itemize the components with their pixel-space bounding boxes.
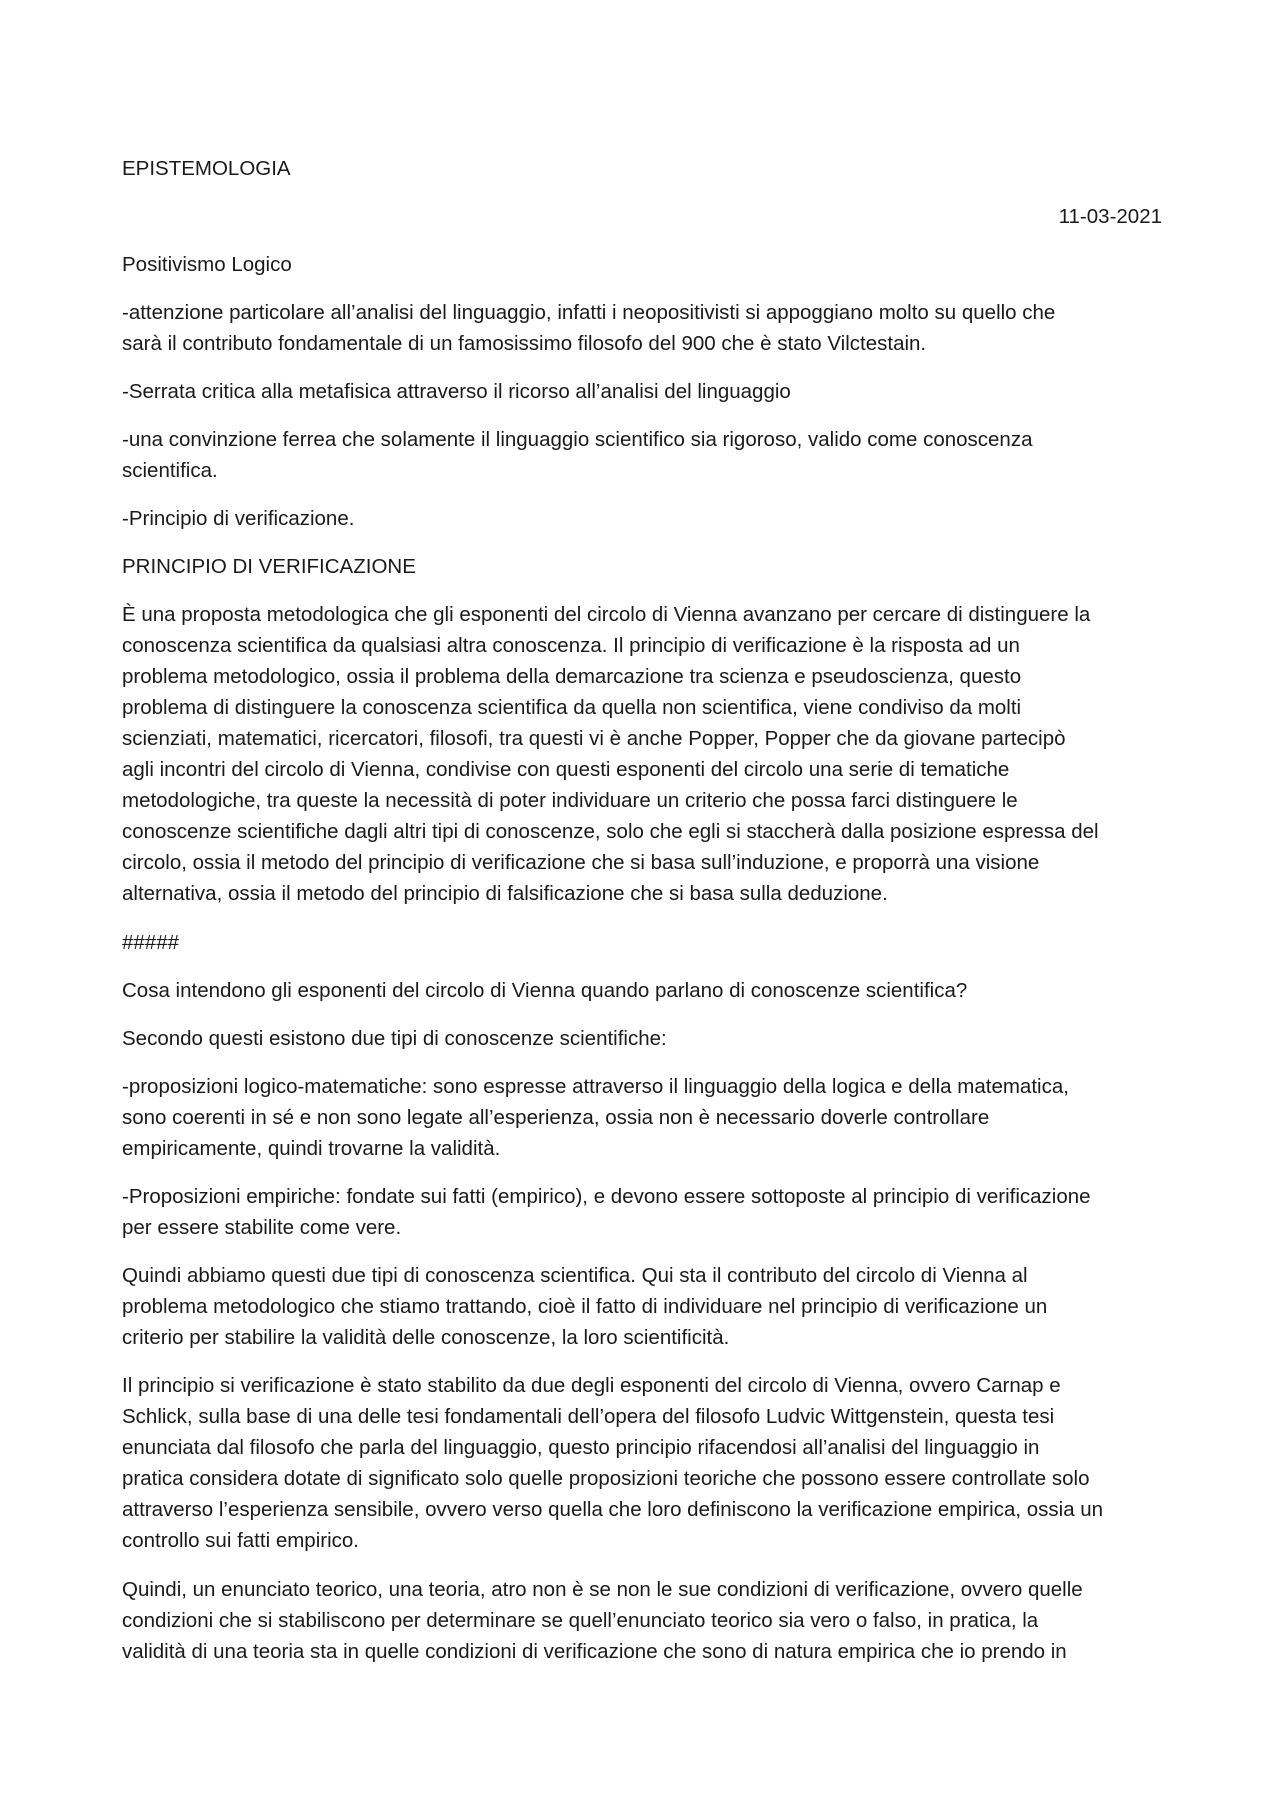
text-line: scientifica. [122, 459, 218, 482]
text-line: metodologiche, tra queste la necessità di poter individuare un criterio che possa farci distinguere le [122, 789, 1018, 812]
text-line: -Serrata critica alla metafisica attraverso il ricorso all’analisi del linguaggio [122, 380, 791, 403]
text-line: È una proposta metodologica che gli esponenti del circolo di Vienna avanzano per cercare di distinguere la [122, 603, 1091, 626]
text-line: sarà il contributo fondamentale di un famosissimo filosofo del 900 che è stato Vilctestain. [122, 332, 927, 355]
text-line: conoscenza scientifica da qualsiasi altra conoscenza. Il principio di verificazione è la risposta ad un [122, 634, 1020, 657]
text-line: conoscenze scientifiche dagli altri tipi di conoscenze, solo che egli si staccherà dalla posizione espressa del [122, 820, 1099, 843]
text-line: Il principio si verificazione è stato stabilito da due degli esponenti del circolo di Vienna, ovvero Carnap e [122, 1374, 1061, 1397]
text-line: scienziati, matematici, ricercatori, filosofi, tra questi vi è anche Popper, Popper che da giovane partecipò [122, 727, 1066, 750]
text-line: problema metodologico, ossia il problema della demarcazione tra scienza e pseudoscienza, questo [122, 665, 1022, 688]
text-line: sono coerenti in sé e non sono legate all’esperienza, ossia non è necessario doverle controllare [122, 1106, 990, 1129]
text-line: PRINCIPIO DI VERIFICAZIONE [122, 555, 416, 578]
text-line: -Proposizioni empiriche: fondate sui fatti (empirico), e devono essere sottoposte al principio di verificazione [122, 1185, 1091, 1208]
text-line: ##### [122, 931, 180, 954]
document-title: EPISTEMOLOGIA [122, 157, 291, 180]
text-line: circolo, ossia il metodo del principio di verificazione che si basa sull’induzione, e proporrà una visione [122, 851, 1040, 874]
document-page [122, 0, 1162, 1811]
text-line: alternativa, ossia il metodo del principio di falsificazione che si basa sulla deduzione. [122, 882, 888, 905]
text-line: -Principio di verificazione. [122, 507, 355, 530]
text-line: Secondo questi esistono due tipi di conoscenze scientifiche: [122, 1027, 667, 1050]
text-line: Cosa intendono gli esponenti del circolo di Vienna quando parlano di conoscenze scientifica? [122, 979, 968, 1002]
text-line: Schlick, sulla base di una delle tesi fondamentali dell’opera del filosofo Ludvic Wittgenstein, questa tesi [122, 1405, 1055, 1428]
text-line: problema metodologico che stiamo trattando, cioè il fatto di individuare nel principio di verificazione un [122, 1295, 1048, 1318]
text-line: enunciata dal filosofo che parla del linguaggio, questo principio rifacendosi all’analisi del linguaggio in [122, 1436, 1040, 1459]
text-line: per essere stabilite come vere. [122, 1216, 402, 1239]
text-line: -attenzione particolare all’analisi del linguaggio, infatti i neopositivisti si appoggiano molto su quello che [122, 301, 1056, 324]
text-line: attraverso l’esperienza sensibile, ovvero verso quella che loro definiscono la verificazione empirica, ossia un [122, 1498, 1104, 1521]
text-line: empiricamente, quindi trovarne la validità. [122, 1137, 501, 1160]
text-line: Quindi, un enunciato teorico, una teoria, atro non è se non le sue condizioni di verificazione, ovvero quelle [122, 1578, 1083, 1601]
text-line: condizioni che si stabiliscono per determinare se quell’enunciato teorico sia vero o falso, in pratica, la [122, 1609, 1039, 1632]
text-line: pratica considera dotate di significato solo quelle proposizioni teoriche che possono essere controllate solo [122, 1467, 1090, 1490]
text-line: agli incontri del circolo di Vienna, condivise con questi esponenti del circolo una serie di tematiche [122, 758, 1010, 781]
text-line: Quindi abbiamo questi due tipi di conoscenza scientifica. Qui sta il contributo del circolo di Vienna al [122, 1264, 1028, 1287]
document-date: 11-03-2021 [1058, 205, 1162, 228]
text-line: criterio per stabilire la validità delle conoscenze, la loro scientificità. [122, 1326, 730, 1349]
text-line: -una convinzione ferrea che solamente il linguaggio scientifico sia rigoroso, valido come conoscenza [122, 428, 1033, 451]
text-line: validità di una teoria sta in quelle condizioni di verificazione che sono di natura empirica che io prendo in [122, 1640, 1067, 1663]
text-line: problema di distinguere la conoscenza scientifica da quella non scientifica, viene condiviso da molti [122, 696, 1022, 719]
text-line: Positivismo Logico [122, 253, 292, 276]
text-line: controllo sui fatti empirico. [122, 1529, 359, 1552]
text-line: -proposizioni logico-matematiche: sono espresse attraverso il linguaggio della logica e della matematica, [122, 1075, 1069, 1098]
